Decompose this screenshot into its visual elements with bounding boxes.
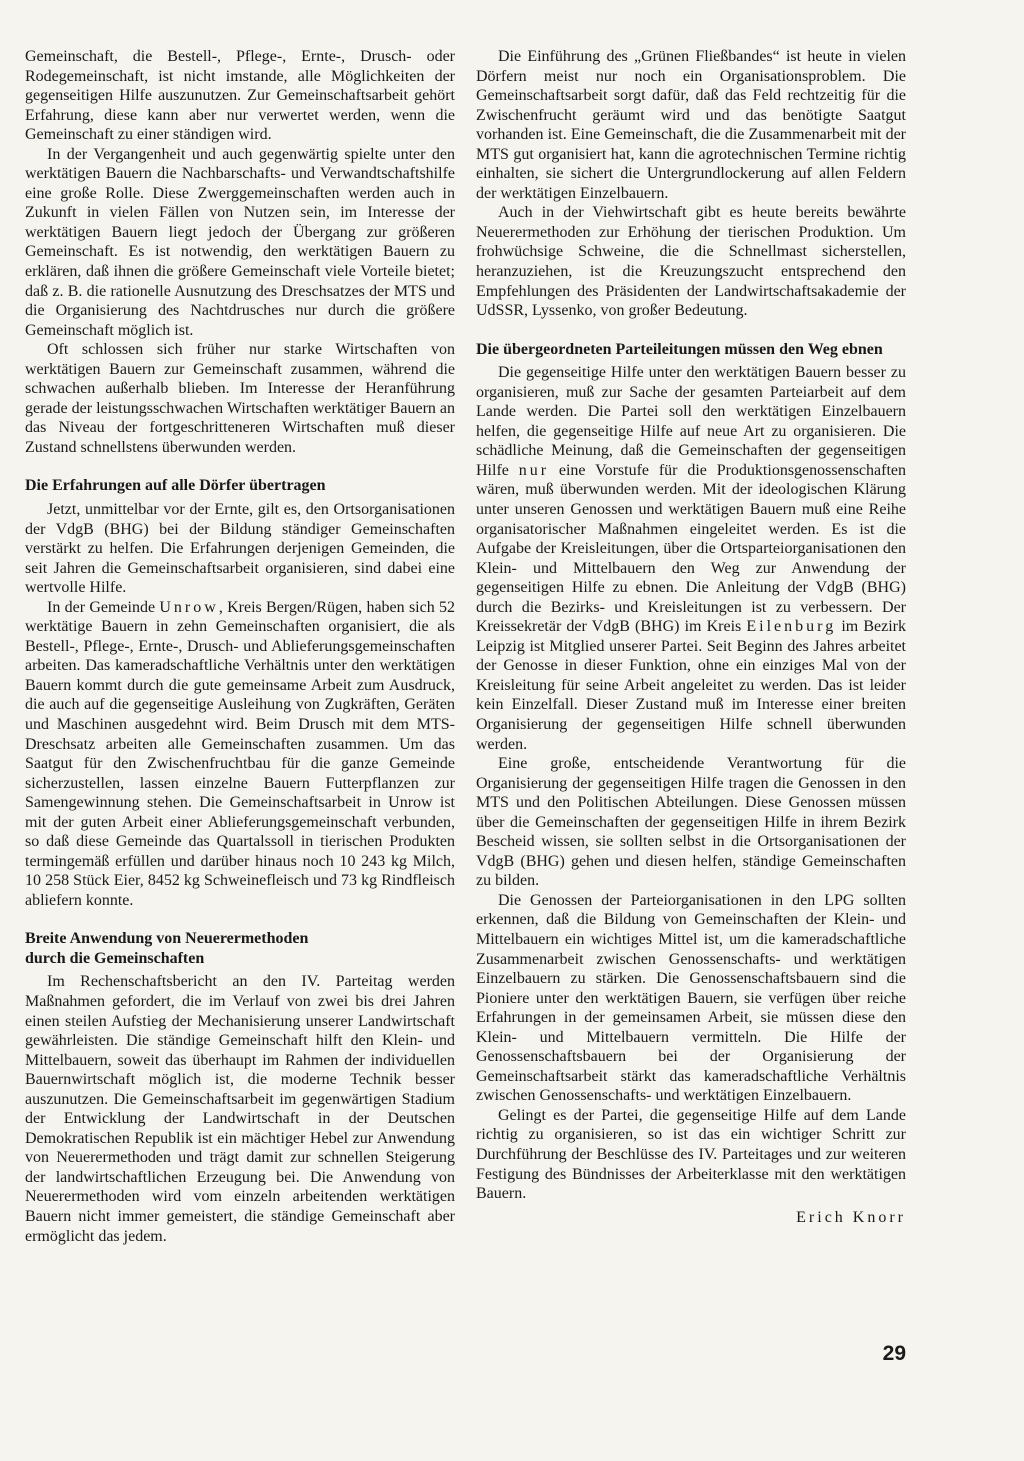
heading-line: durch die Gemeinschaften	[25, 949, 205, 967]
paragraph: Die Genossen der Parteiorganisationen in den LPG sollten erkennen, daß die Bildung von Gemeinschaften der Klein- und Mittelbauern ein wichtiges Mittel ist, um die kameradschaftliche Zusammenarbeit zwischen Genossenschafts- und werktätigen Einzelbauern zu stärken. Die Genossenschaftsbauern sind die Pioniere unter den werktätigen Bauern, sie verfügen über reiche Erfahrungen in der gemeinsamen Arbeit, sie müssen diese den Klein- und Mittelbauern vermitteln. Die Hilfe der Genossenschaftsbauern bei der Organisierung der Gemeinschaftsarbeit stärkt das kameradschaftliche Verhältnis zwischen Genossenschafts- und werktätigen Einzelbauern.	[476, 891, 906, 1105]
paragraph: Eine große, entscheidende Verantwortung für die Organisierung der gegenseitigen Hilfe tragen die Genossen in den MTS und den Politischen Abteilungen. Diese Genossen müssen über die Gemeinschaften der gegenseitigen Hilfe in ihrem Bezirk Bescheid wissen, sie sollten selbst in die Ortsorganisationen der VdgB (BHG) gehen und diesen helfen, ständige Gemeinschaften zu bilden.	[476, 755, 906, 890]
paragraph: Gelingt es der Partei, die gegenseitige Hilfe auf dem Lande richtig zu organisieren, so ist das ein wichtiger Schritt zur Durchführung der Beschlüsse des IV. Parteitages und zur weiteren Festigung des Bündnisses der Arbeiterklasse mit den werktätigen Bauern.	[476, 1106, 906, 1203]
paragraph: Die Einführung des „Grünen Fließbandes“ ist heute in vielen Dörfern meist nur noch ein Organisationsproblem. Die Gemeinschaftsarbeit sorgt dafür, daß das Feld rechtzeitig für die Zwischenfrucht geräumt wird und das benötigte Saatgut vorhanden ist. Eine Gemeinschaft, die die Zusammenarbeit mit der MTS gut organisiert hat, kann die agrotechnischen Termine richtig einhalten, sie sichert die Untergrundlockerung auf allen Feldern der werktätigen Einzelbauern.	[476, 48, 906, 202]
text-run: Die gegenseitige Hilfe unter den werktätigen Bauern besser zu organisieren, muß zur Sache der gesamten Parteiarbeit auf dem Lande werden. Die Partei soll den werktätigen Einzelbauern helfen, die gegenseitige Hilfe auf neue Art zu organisieren. Die schädliche Meinung, daß die Gemeinschaften der gegenseitigen Hilfe	[476, 364, 906, 479]
paragraph: Gemeinschaft, die Bestell-, Pflege-, Ernte-, Drusch- oder Rodegemeinschaft, ist nicht imstande, alle Möglichkeiten der gegenseitigen Hilfe auszunutzen. Zur Gemeinschaftsarbeit gehört Erfahrung, diese kann aber nur verwertet werden, wenn die Gemeinschaft zu einer ständigen wird.	[25, 48, 455, 144]
paragraph	[476, 363, 906, 754]
right-column	[476, 47, 906, 1228]
paragraph: Oft schlossen sich früher nur starke Wirtschaften von werktätigen Bauern zur Gemeinschaft zusammen, während die schwachen außerhalb blieben. Im Interesse der Heranführung gerade der leistungsschwachen Wirtschaften werktätiger Bauern an das Niveau der fortgeschritteneren Wirtschaften muß dieser Zustand schnellstens überwunden werden.	[25, 341, 455, 456]
paragraph	[25, 598, 455, 911]
author-signature: Erich Knorr	[796, 1208, 906, 1226]
spaced-place-name: Eilenburg	[746, 618, 837, 636]
paragraph: Jetzt, unmittelbar vor der Ernte, gilt es, den Ortsorganisationen der VdgB (BHG) bei der Bildung ständiger Gemeinschaften verstärkt zu helfen. Die Erfahrungen derjenigen Gemeinden, die seit Jahren die Gemeinschaftsarbeit organisieren, sind dabei eine wertvolle Hilfe.	[25, 500, 455, 597]
spaced-emphasis: nur	[518, 461, 550, 479]
paragraph: In der Vergangenheit und auch gegenwärtig spielte unter den werktätigen Bauern die Nachbarschafts- und Verwandtschaftshilfe eine große Rolle. Diese Zwerggemeinschaften werden auch in Zukunft in vielen Fällen von Nutzen sein, im Interesse der werktätigen Bauern liegt jedoch der Übergang zur größeren Gemeinschaft. Es ist notwendig, den werktätigen Bauern zu erklären, daß ihnen die größere Gemeinschaft viele Vorteile bietet; daß z. B. die rationelle Ausnutzung des Dreschsatzes der MTS und die Organisierung des Nachtdrusches nur durch die größere Gemeinschaft möglich ist.	[25, 145, 455, 339]
section-heading	[25, 929, 455, 968]
paragraph: Auch in der Viehwirtschaft gibt es heute bereits bewährte Neuerermethoden zur Erhöhung der tierischen Produktion. Um frohwüchsige Schweine, die die Schnellmast sicherstellen, heranzuziehen, ist die Kreuzungszucht entsprechend den Empfehlungen des Präsidenten der Landwirtschaftsakademie der UdSSR, Lyssenko, von großer Bedeutung.	[476, 204, 906, 320]
section-heading: Die übergeordneten Parteileitungen müssen den Weg ebnen	[476, 340, 883, 358]
section-heading: Die Erfahrungen auf alle Dörfer übertragen	[25, 477, 326, 495]
text-run: eine Vorstufe für die Produktionsgenossenschaften wären, muß überwunden werden. Mit der ideologischen Klärung unter unseren Genossen und werktätigen Bauern muß eine Reihe organisatorischer Maßnahmen eingeleitet werden. Es ist die Aufgabe der Kreisleitungen, über die Ortsparteiorganisationen den Klein- und Mittelbauern den Weg zur Anwendung der gegenseitigen Hilfe zu ebnen. Die Anleitung der VdgB (BHG) durch die Bezirks- und Kreisleitungen ist zu verbessern. Der Kreissekretär der VdgB (BHG) im Kreis	[476, 461, 907, 636]
heading-line: Breite Anwendung von Neuerermethoden	[25, 930, 309, 948]
text-run: im Bezirk Leipzig ist Mitglied unserer Partei. Seit Beginn des Jahres arbeitet der Genosse in dieser Funktion, ohne ein einziges Mal von der Kreisleitung für seine Arbeit angeleitet zu werden. Das ist leider kein Einzelfall. Dieser Zustand muß im Interesse einer breiten Organisierung der gegenseitigen Hilfe schnell überwunden werden.	[476, 618, 906, 753]
spaced-place-name: Unrow	[159, 598, 219, 616]
text-run: , Kreis Bergen/Rügen, haben sich 52 werktätige Bauern in zehn Gemeinschaften organisiert, die als Bestell-, Pflege-, Ernte-, Drusch- und Ablieferungsgemeinschaften arbeiten. Das kameradschaftliche Verhältnis unter den werktätigen Bauern kommt durch die gute gemeinsame Arbeit zum Ausdruck, die auch auf die gegenseitige Ausleihung von Zugkräften, Geräten und Maschinen ausgedehnt wird. Beim Drusch mit dem MTS-Dreschsatz arbeiten alle Gemeinschaften zusammen. Um das Saatgut für den Zwischenfruchtbau für die ganze Gemeinde sicherzustellen, lassen einzelne Bauern Futterpflanzen zur Samengewinnung stehen. Die Gemeinschaftsarbeit in Unrow ist mit der guten Arbeit einer Ablieferungsgemeinschaft verbunden, so daß diese Gemeinde das Quartalssoll in tierischen Produkten termingemäß erfüllen und darüber hinaus noch 10 243 kg Milch, 10 258 Stück Eier, 8452 kg Schweinefleisch und 73 kg Rindfleisch abliefern konnte.	[25, 598, 456, 909]
page-number: 29	[882, 1342, 906, 1365]
left-column	[25, 47, 455, 1246]
paragraph: Im Rechenschaftsbericht an den IV. Parteitag werden Maßnahmen gefordert, die im Verlauf von zwei bis drei Jahren einen steilen Aufstieg der Mechanisierung unserer Landwirtschaft gewährleisten. Die ständige Gemeinschaft hilft den Klein- und Mittelbauern, soweit das überhaupt im Rahmen der individuellen Bauernwirtschaft möglich ist, die moderne Technik besser auszunutzen. Die Gemeinschaftsarbeit im gegenwärtigen Stadium der Entwicklung der Landwirtschaft in der Deutschen Demokratischen Republik ist ein mächtiger Hebel zur Anwendung von Neuerermethoden und trägt damit zur schnellen Steigerung der landwirtschaftlichen Erzeugung bei. Die Anwendung von Neuerermethoden wird vom einzeln arbeitenden werktätigen Bauern nicht immer gemeistert, die ständige Gemeinschaft aber ermöglicht das jedem.	[25, 973, 455, 1245]
text-run: In der Gemeinde	[47, 598, 160, 616]
